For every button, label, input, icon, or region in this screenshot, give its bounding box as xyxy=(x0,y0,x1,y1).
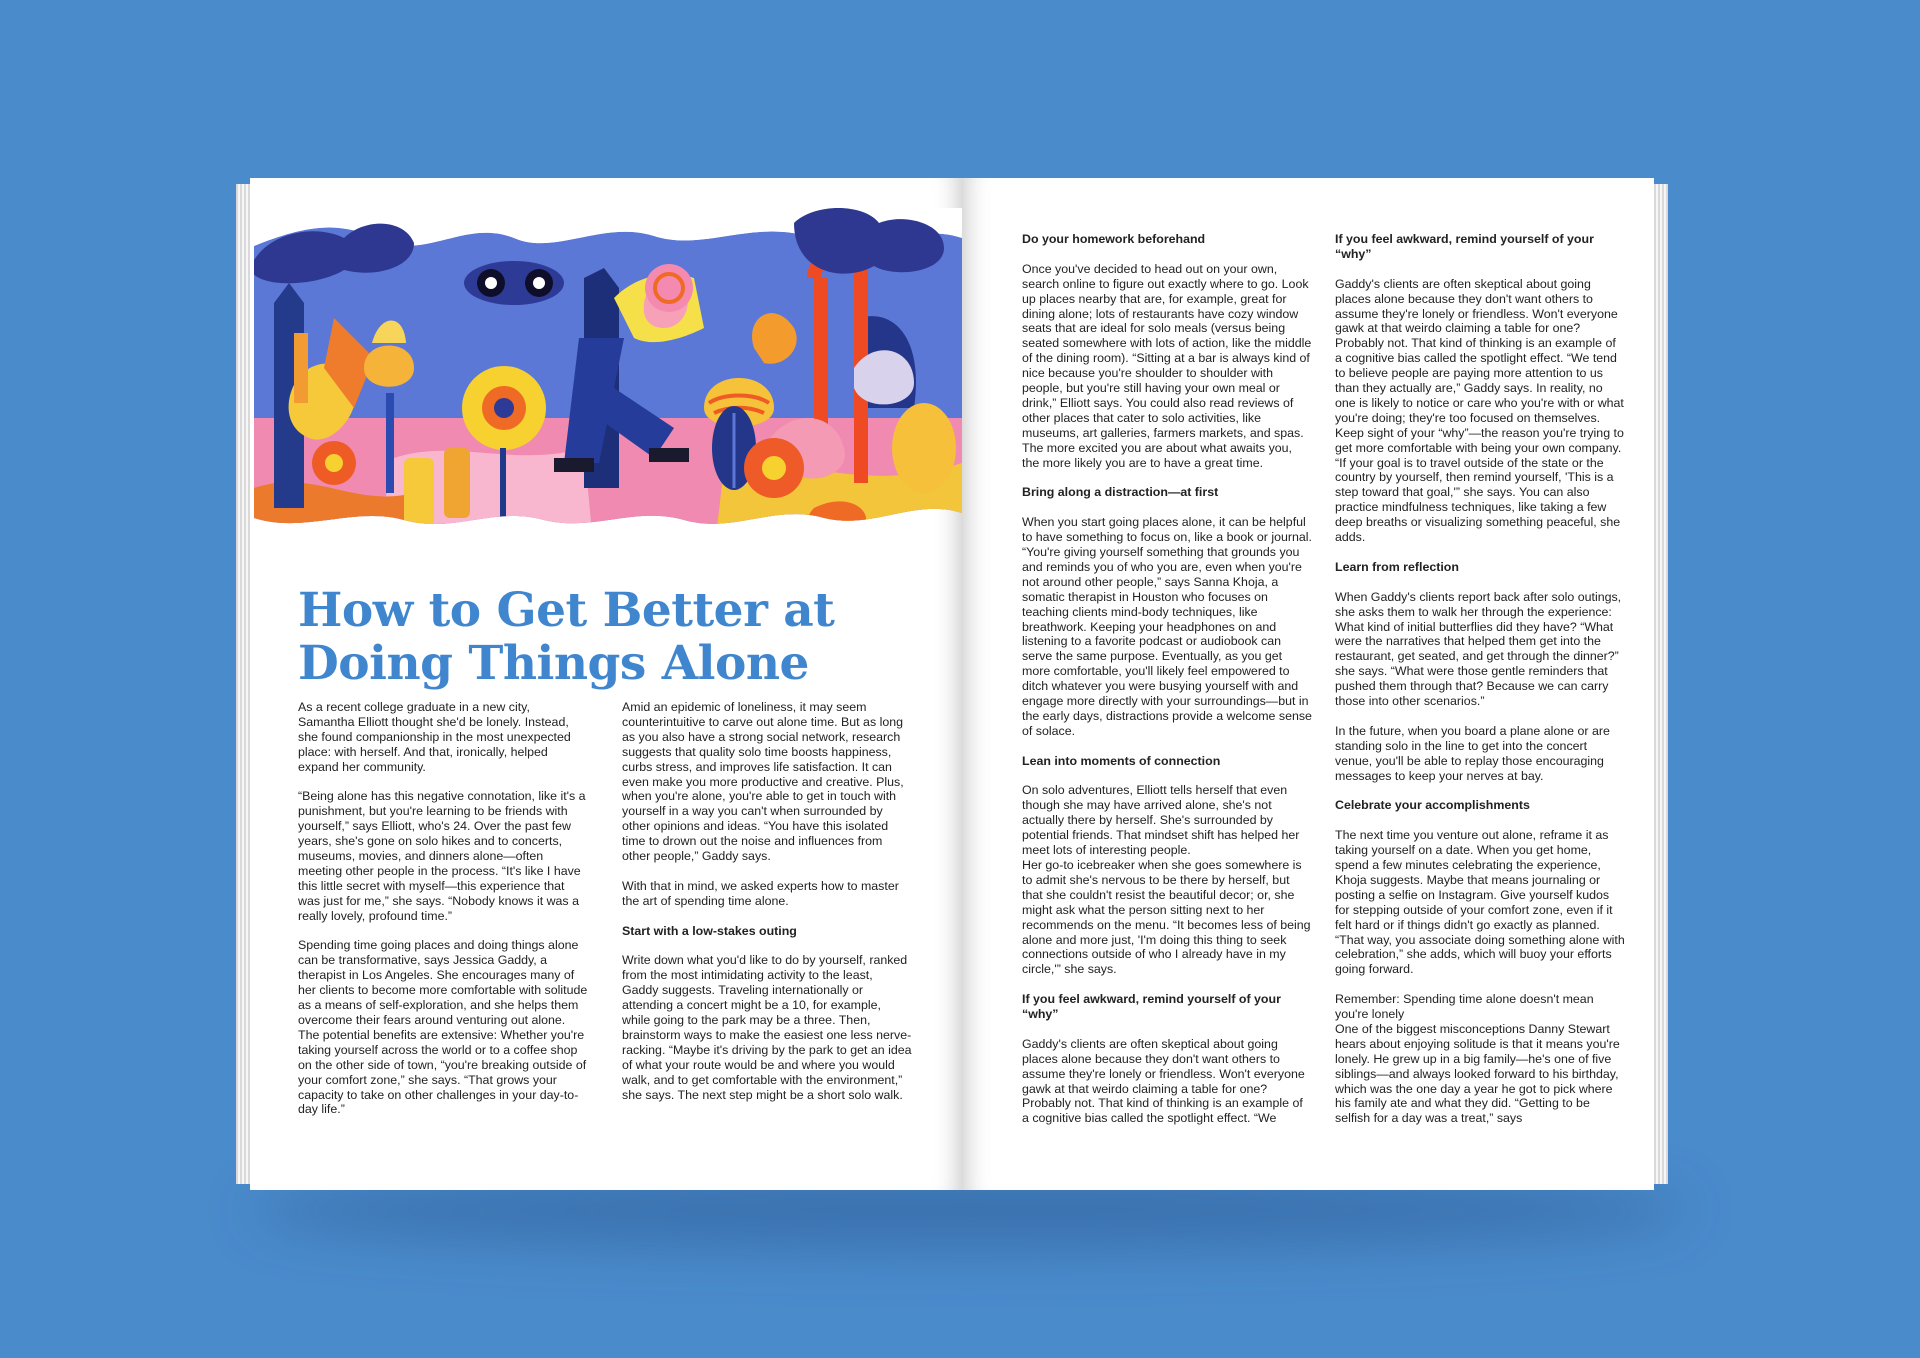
section-heading: If you feel awkward, remind yourself of your “why” xyxy=(1022,992,1281,1022)
section-heading: Do your homework beforehand xyxy=(1022,232,1206,246)
body-paragraph: Gaddy's clients are often skeptical about going places alone because they don't want others to assume they're lonely or friendless. Won't everyone gawk at that weirdo claiming a table for one? Probably not. That kind of thinking is an example of a cognitive bias called the spotlight effect. “We tend to believe people are paying more attention to us than they actually are,” Gaddy says. In reality, no one is likely to notice or care who you're with or what you're doing; they're too focused on themselves. Keep sight of your “why”—the reason you're trying to get more comfortable with being your own company. “If your goal is to travel outside of the state or the country by yourself, then remind yourself, 'This is a step toward that goal,'” she says. You can also practice mindfulness techniques, like taking a few deep breaths or visualizing something peaceful, she adds. xyxy=(1335,276,1624,545)
body-paragraph: In the future, when you board a plane alone or are standing solo in the line to get into the concert venue, you'll be able to replay those encouraging messages to keep your nerves at bay. xyxy=(1335,723,1610,783)
article-column-3 xyxy=(1022,232,1312,1141)
section-heading: Lean into moments of connection xyxy=(1022,753,1221,768)
body-paragraph: Once you've decided to head out on your own, search online to figure out exactly where to go. Look up places nearby that are, for example, great for dining alone; lots of restaurants have cozy window seats that are ideal for solo meals (versus being seated somewhere with lots of action, like the middle of the dining room). “Sitting at a bar is always kind of nice because you're shoulder to shoulder with people, but you're still having your own meal or drink,” Elliott says. You could also read reviews of other places that cater to solo activities, like museums, art galleries, farmers markets, and spas. The more excited you are about what awaits you, the more likely you are to have a great time. xyxy=(1022,261,1312,470)
body-paragraph: Spending time going places and doing things alone can be transformative, says Jessica Gaddy, a therapist in Los Angeles. She encourages many of her clients to become more comfortable with solitude as a means of self-exploration, and she helps them overcome their fears around venturing out alone. The potential benefits are extensive: Whether you're taking yourself across the world or to a coffee shop on the other side of town, “you're breaking outside of your comfort zone,” she says. “That grows your capacity to take on other challenges in your day-to-day life.” xyxy=(298,938,588,1117)
body-paragraph: Write down what you'd like to do by yourself, ranked from the most intimidating activity to the least, Gaddy suggests. Traveling internationally or attending a concert might be a 10, for example, while going to the park may be a three. Then, brainstorm ways to make the easiest one less nerve-racking. “Maybe it's driving by the park to get an idea of what your route would be and where you would walk, and to get comfortable with the environment,” she says. The next step might be a short solo walk. xyxy=(622,953,912,1102)
body-paragraph: On solo adventures, Elliott tells herself that even though she may have arrived alone, she's not actually there by herself. She's surrounded by potential friends. That mindset shift has helped her meet lots of interesting people. Her go-to icebreaker when she goes somewhere is to admit she's nervous to be there by herself, but that she couldn't resist the beautiful decor; or, she might ask what the person sitting next to her recommends on the menu. “It becomes less of being alone and more just, 'I'm doing this thing to seek connections outside of who I already have in my circle,'” she says. xyxy=(1022,783,1311,977)
body-paragraph: When Gaddy's clients report back after solo outings, she asks them to walk her through the experience: What kind of initial butterflies did they have? “What were the narratives that helped them get into the restaurant, get seated, and get through the dinner?” she says. “What were those gentle reminders that pushed them through that? Because we can carry those into other scenarios.” xyxy=(1335,589,1622,709)
body-paragraph: When you start going places alone, it can be helpful to have something to focus on, like a book or journal. “You're giving yourself something that grounds you and reminds you of who you are, even when you're not around other people,” says Sanna Khoja, a somatic therapist in Houston who focuses on teaching clients mind-body techniques, like breathwork. Keeping your headphones on and listening to a favorite podcast or audiobook can serve the same purpose. Eventually, as you get more comfortable, you'll likely feel empowered to ditch whatever you were busying yourself with and engage more directly with your surroundings—but in the early days, distractions provide a welcome sense of solace. xyxy=(1022,515,1312,738)
body-paragraph: The next time you venture out alone, reframe it as taking yourself on a date. When you get home, spend a few minutes celebrating the experience, Khoja suggests. Maybe that means journaling or posting a selfie on Instagram. Give yourself kudos for stepping outside of your comfort zone, even if it felt hard or if things didn't go exactly as planned. “That way, you associate doing something alone with celebration,” she adds, which will buoy your efforts going forward. xyxy=(1335,828,1625,977)
body-paragraph: Remember: Spending time alone doesn't mean you're lonely One of the biggest misconceptions Danny Stewart hears about enjoying solitude is that it means you're lonely. He grew up in a big family—he's one of five siblings—and always looked forward to his birthday, which was the one day a year he got to pick where his family ate and what they did. “Getting to be selfish for a day was a treat,” says xyxy=(1335,992,1620,1126)
body-paragraph: With that in mind, we asked experts how to master the art of spending time alone. xyxy=(622,878,899,908)
body-paragraph: “Being alone has this negative connotation, like it's a punishment, but you're learning to be friends with yourself,” says Elliott, who's 24. Over the past few years, she's gone on solo hikes and to concerts, museums, movies, and dinners alone—often meeting other people in the process. “It's like I have this little secret with myself—this experience that was just for me,” she says. “Nobody knows it was a really lovely, profound time.” xyxy=(298,789,586,923)
page-edges-right xyxy=(1652,184,1668,1184)
article-column-4 xyxy=(1335,232,1625,1141)
article-column-1 xyxy=(298,700,588,1132)
body-paragraph: Amid an epidemic of loneliness, it may seem counterintuitive to carve out alone time. But as long as you also have a strong social network, research suggests that quality solo time boosts happiness, curbs stress, and improves life satisfaction. It can even make you more productive and creative. Plus, when you're alone, you're able to get in touch with yourself in a way you can't when surrounded by other opinions and ideas. “You have this isolated time to drown out the noise and influences from other people,” Gaddy says. xyxy=(622,700,904,864)
article-title: How to Get Better at Doing Things Alone xyxy=(298,583,835,691)
section-heading: If you feel awkward, remind yourself of your “why” xyxy=(1335,232,1594,261)
body-paragraph: As a recent college graduate in a new city, Samantha Elliott thought she'd be lonely. Instead, she found companionship in the most unexpected place: with herself. And that, ironically, helped expand her community. xyxy=(298,700,571,774)
section-heading: Learn from reflection xyxy=(1335,559,1459,574)
article-column-2 xyxy=(622,700,912,1117)
right-page xyxy=(962,178,1654,1190)
body-paragraph: Gaddy's clients are often skeptical about going places alone because they don't want others to assume they're lonely or friendless. Won't everyone gawk at that weirdo claiming a table for one? Probably not. That kind of thinking is an example of a cognitive bias called the spotlight effect. “We xyxy=(1022,1036,1305,1126)
hiker-illustration xyxy=(254,208,962,553)
section-heading: Bring along a distraction—at first xyxy=(1022,485,1219,500)
section-heading: Start with a low-stakes outing xyxy=(622,923,797,938)
section-heading: Celebrate your accomplishments xyxy=(1335,798,1530,813)
left-page xyxy=(250,178,962,1190)
